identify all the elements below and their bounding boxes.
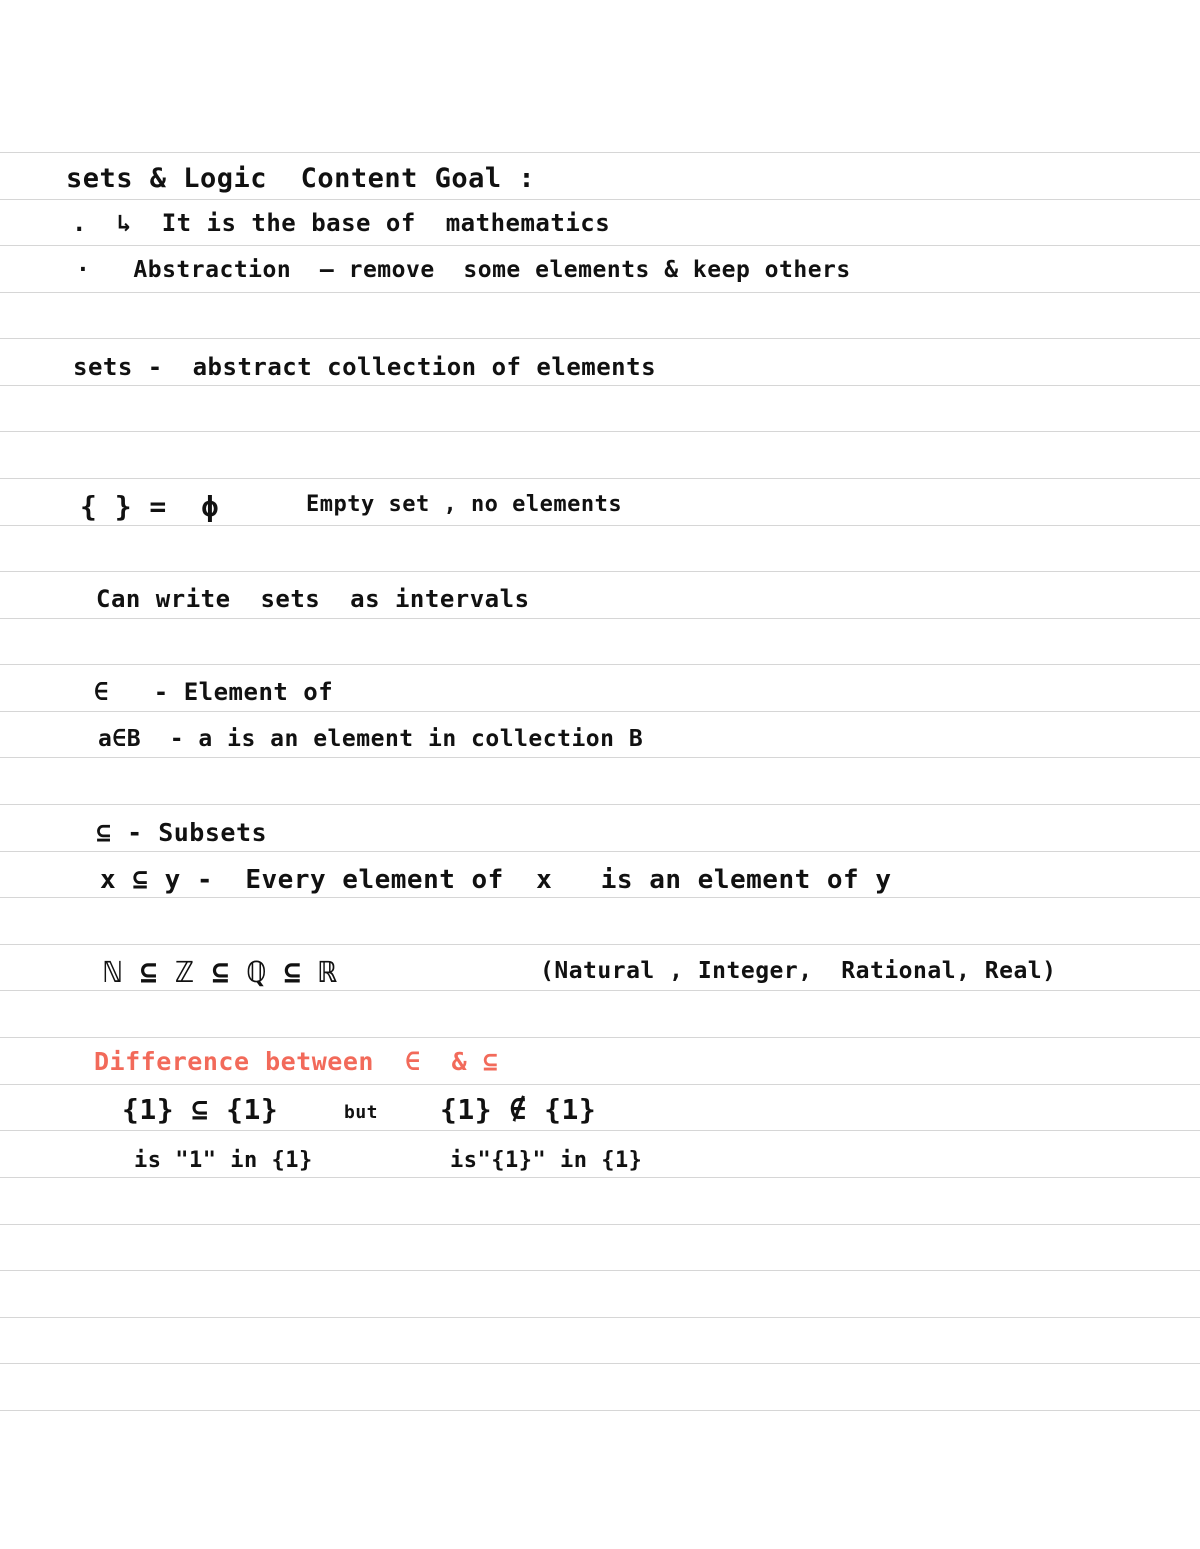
number-sets-chain: ℕ ⊆ ℤ ⊆ ℚ ⊆ ℝ	[104, 955, 338, 989]
bullet-abstraction: · Abstraction – remove some elements & keep others	[76, 257, 851, 283]
empty-set-description: Empty set , no elements	[306, 492, 623, 517]
explain-subset: is "1" in {1}	[134, 1148, 313, 1173]
ruled-line	[0, 618, 1200, 619]
ruled-line	[0, 1270, 1200, 1271]
subsets-definition: ⊆ - Subsets	[96, 818, 268, 847]
ruled-line	[0, 1177, 1200, 1178]
ruled-line	[0, 1224, 1200, 1225]
ruled-line	[0, 711, 1200, 712]
ruled-line	[0, 431, 1200, 432]
ruled-line	[0, 664, 1200, 665]
example-subset: {1} ⊆ {1}	[122, 1093, 279, 1126]
empty-set-symbol: { } = ϕ	[80, 490, 219, 523]
ruled-line	[0, 245, 1200, 246]
intervals-note: Can write sets as intervals	[96, 585, 530, 613]
ruled-line	[0, 152, 1200, 153]
ruled-line	[0, 944, 1200, 945]
ruled-line	[0, 525, 1200, 526]
ruled-line	[0, 1317, 1200, 1318]
ruled-line	[0, 1130, 1200, 1131]
difference-heading: Difference between ∈ & ⊆	[94, 1047, 499, 1076]
ruled-line	[0, 1410, 1200, 1411]
notes-heading: sets & Logic Content Goal :	[66, 163, 536, 194]
ruled-line	[0, 292, 1200, 293]
ruled-line	[0, 1084, 1200, 1085]
ruled-line	[0, 897, 1200, 898]
bullet-base-of-mathematics: . ↳ It is the base of mathematics	[72, 209, 611, 237]
ruled-line	[0, 571, 1200, 572]
element-of-example: a∈B - a is an element in collection B	[98, 726, 644, 752]
sets-definition: sets - abstract collection of elements	[73, 353, 657, 381]
ruled-line	[0, 1363, 1200, 1364]
ruled-line	[0, 338, 1200, 339]
ruled-line	[0, 478, 1200, 479]
explain-not-element: is"{1}" in {1}	[450, 1148, 643, 1173]
ruled-line	[0, 757, 1200, 758]
subset-example: x ⊆ y - Every element of x is an element of y	[100, 865, 892, 895]
element-of-definition: ∈ - Element of	[94, 678, 334, 706]
ruled-line	[0, 199, 1200, 200]
number-sets-names: (Natural , Integer, Rational, Real)	[540, 958, 1057, 984]
ruled-line	[0, 385, 1200, 386]
example-but: but	[344, 1102, 379, 1123]
ruled-line	[0, 851, 1200, 852]
ruled-line	[0, 1037, 1200, 1038]
ruled-line	[0, 804, 1200, 805]
ruled-line	[0, 990, 1200, 991]
example-not-element: {1} ∉ {1}	[440, 1093, 597, 1126]
